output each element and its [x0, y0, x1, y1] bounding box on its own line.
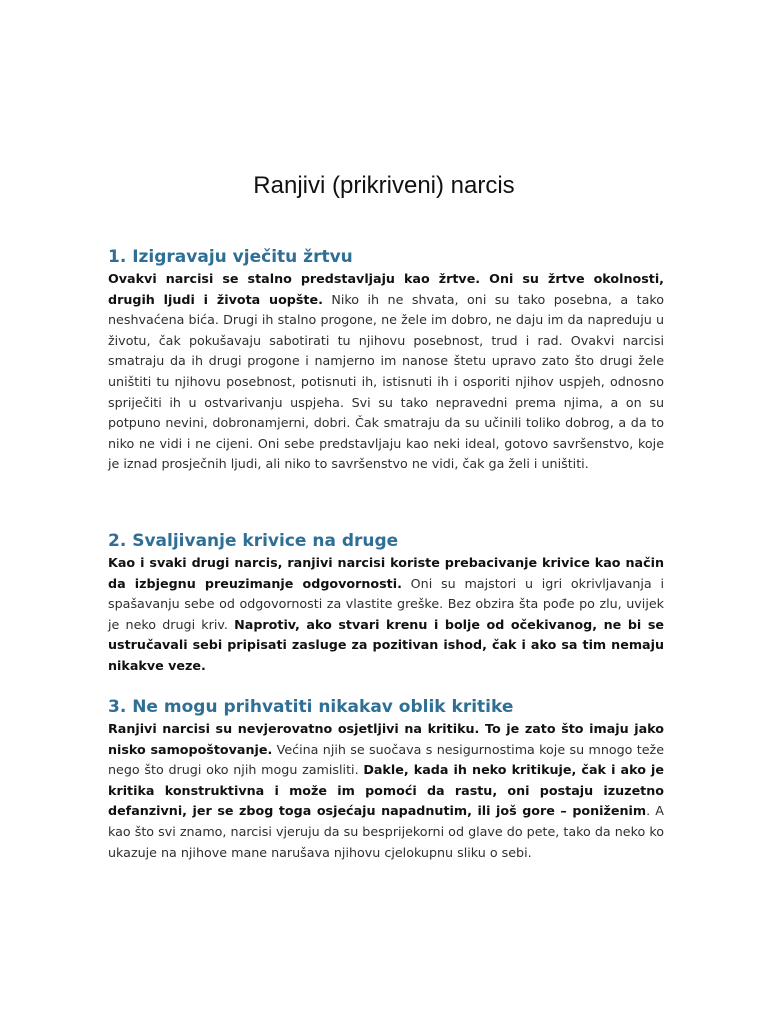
bold-tail: Naprotiv, ako stvari krenu i bolje od očekivanog, ne bi se ustručavali sebi pripisati zasluge za pozitivan ishod, čak i ako sa tim nemaju nikakve veze. [108, 616, 664, 673]
section-paragraph [108, 269, 664, 475]
section-heading: 3. Ne mogu prihvatiti nikakav oblik kritike [108, 697, 514, 717]
paragraph-text: Niko ih ne shvata, oni su tako posebna, a tako neshvaćena bića. Drugi ih stalno progone, ne žele im dobro, ne daju im da napreduju u životu, čak pokušavaju sabotirati tu njihovu posebnost, trud i rad. Ovakvi narcisi smatraju da ih drugi progone i namjerno im nanose štetu upravo zato što drugi žele uništiti tu njihovu posebnost, potisnuti ih, istisnuti ih i osporiti njihov uspjeh, odnosno spriječiti ih u ostvarivanju uspjeha. Svi su tako nepravedni prema njima, a on su potpuno nevini, dobronamjerni, dobri. Čak smatraju da su učinili toliko dobrog, a da to niko ne vidi i ne cijeni. Oni sebe predstavljaju kao neki ideal, gotovo savršenstvo, koje je iznad prosječnih ljudi, ali niko to savršenstvo ne vidi, čak ga želi i uništiti. [108, 291, 665, 472]
paragraph-text: Oni su majstori u igri okrivljavanja i spašavanju sebe od odgovornosti za vlastite greške. Bez obzira šta pođe po zlu, uvijek je neko drugi kriv. [108, 575, 664, 632]
section-heading: 1. Izigravaju vječitu žrtvu [108, 247, 353, 267]
bold-middle: Dakle, kada ih neko kritikuje, čak i ako je kritika konstruktivna i može im pomoći da rastu, oni postaju izuzetno defanzivni, jer se zbog toga osjećaju napadnutim, ili još gore – poniženim [108, 762, 664, 819]
bold-lead: Ranjivi narcisi su nevjerovatno osjetljivi na kritiku. To je zato što imaju jako nisko samopoštovanje. [108, 721, 664, 757]
section-1 [108, 245, 664, 475]
section-paragraph [108, 553, 664, 677]
section-3 [108, 695, 664, 863]
section-2 [108, 529, 664, 677]
page-title: Ranjivi (prikriveni) narcis [253, 172, 515, 199]
paragraph-text-tail: . A kao što svi znamo, narcisi vjeruju da su besprijekorni od glave do pete, tako da neko ko ukazuje na njihove mane narušava njihovu cjelokupnu sliku o sebi. [108, 803, 664, 860]
section-heading: 2. Svaljivanje krivice na druge [108, 531, 399, 551]
section-paragraph [108, 719, 664, 863]
paragraph-text: Većina njih se suočava s nesigurnostima koje su mnogo teže nego što drugi oko njih mogu zamisliti. [108, 741, 665, 778]
bold-lead: Ovakvi narcisi se stalno predstavljaju kao žrtve. Oni su žrtve okolnosti, drugih ljudi i života uopšte. [108, 271, 664, 307]
bold-lead: Kao i svaki drugi narcis, ranjivi narcisi koriste prebacivanje krivice kao način da izbjegnu preuzimanje odgovornosti. [108, 555, 664, 591]
